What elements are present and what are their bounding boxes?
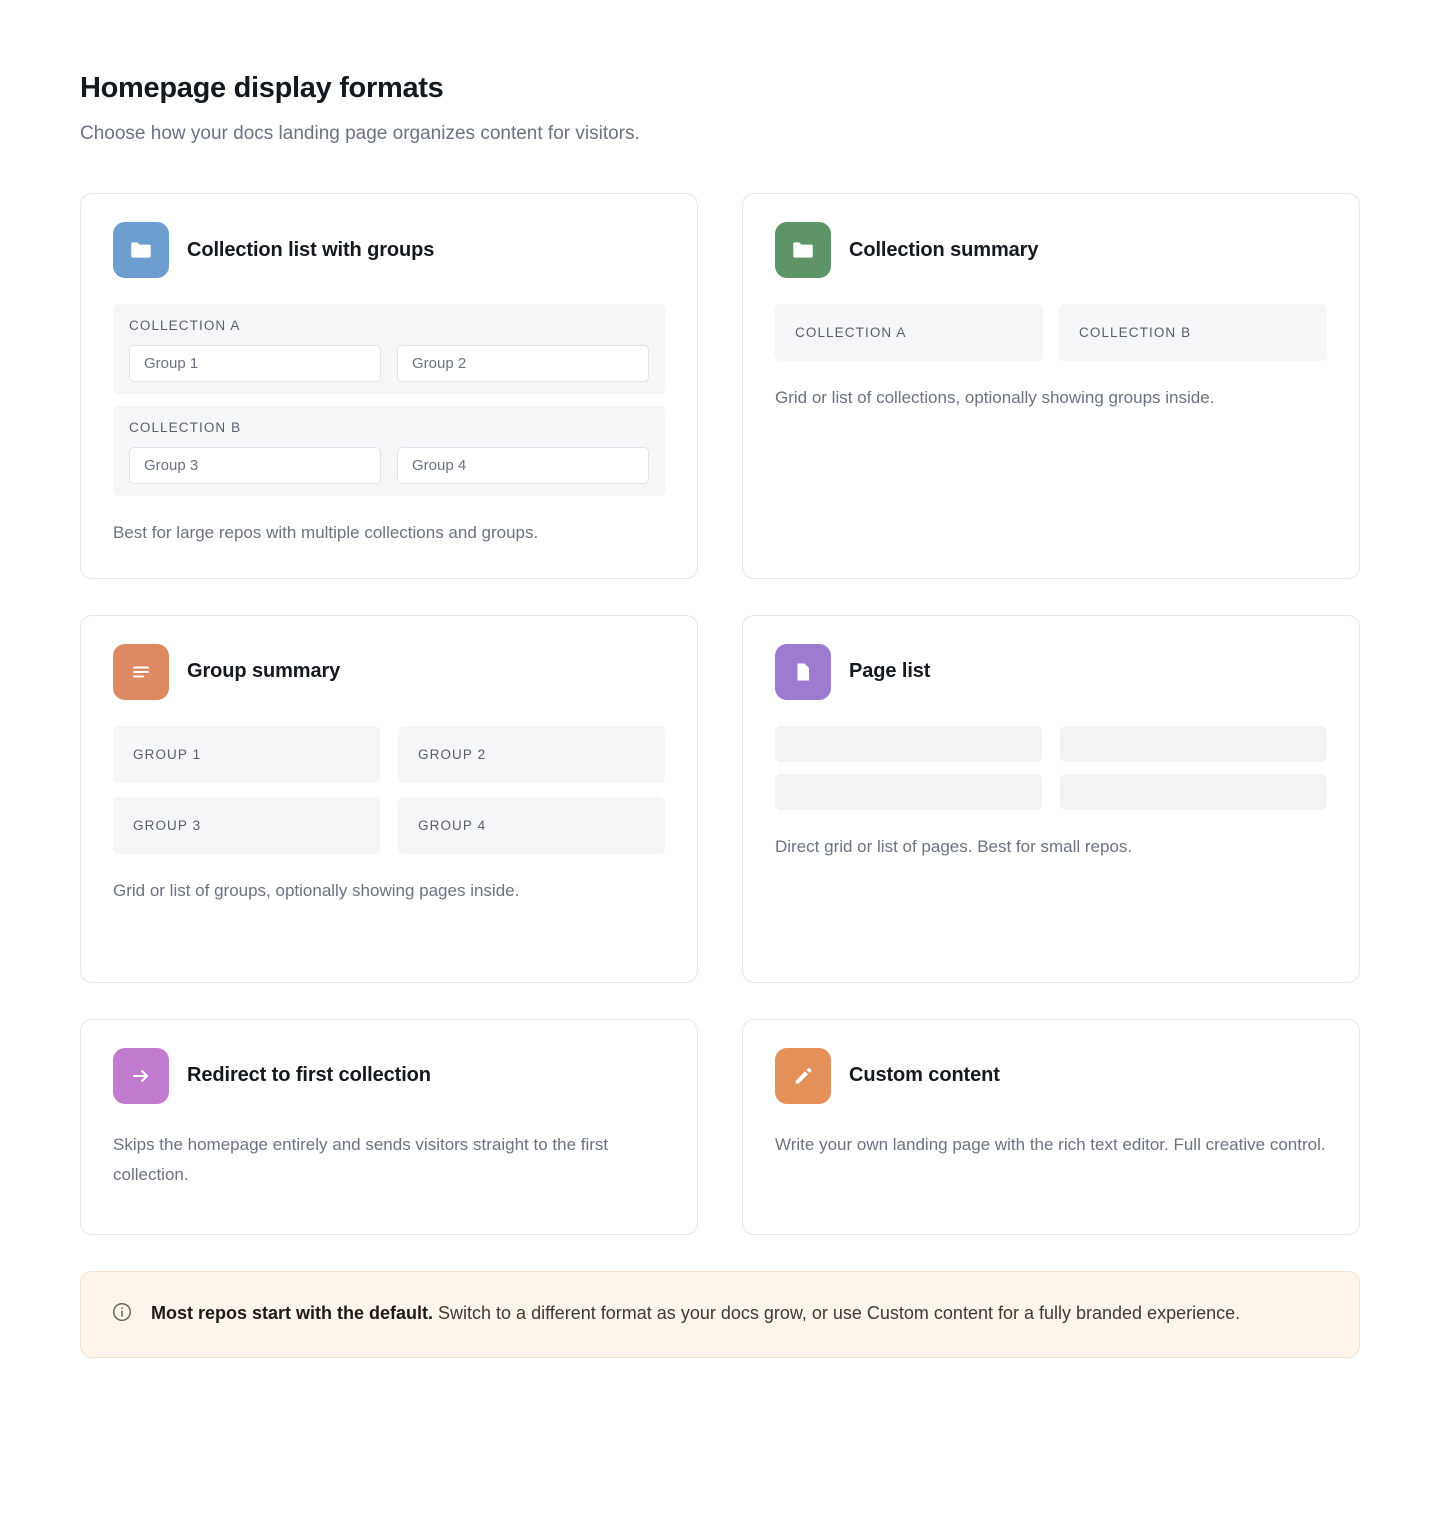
page-bar <box>1060 774 1327 810</box>
group-tile: GROUP 2 <box>398 726 665 783</box>
group-tile: GROUP 3 <box>113 797 380 854</box>
group-chip: Group 3 <box>129 447 381 484</box>
card-title: Collection summary <box>849 238 1039 261</box>
collection-tile: COLLECTION B <box>1059 304 1327 361</box>
folder-icon <box>113 222 169 278</box>
card-redirect-to-first-collection[interactable] <box>80 1019 698 1235</box>
card-description: Direct grid or list of pages. Best for small repos. <box>775 836 1133 856</box>
collection-label: COLLECTION B <box>129 420 242 435</box>
lines-icon <box>113 644 169 700</box>
card-header <box>775 1048 1327 1104</box>
pencil-icon <box>775 1048 831 1104</box>
card-description: Best for large repos with multiple collections and groups. <box>113 523 539 542</box>
page-bar <box>1060 726 1327 762</box>
preview-collection-tiles <box>775 304 1327 361</box>
preview-page-bars <box>775 726 1327 810</box>
card-description: Grid or list of groups, optionally showing pages inside. <box>113 880 520 900</box>
card-title: Page list <box>849 660 931 683</box>
card-title: Custom content <box>849 1064 1000 1087</box>
card-title: Group summary <box>187 660 341 683</box>
format-card-grid <box>80 193 1360 1235</box>
card-title: Collection list with groups <box>187 238 435 261</box>
page-bar <box>775 726 1042 762</box>
preview-group-tiles <box>113 726 665 854</box>
collection-label: COLLECTION A <box>129 318 241 333</box>
group-row <box>129 447 649 484</box>
preview-collection-block <box>113 304 665 394</box>
page-title: Homepage display formats <box>80 72 444 104</box>
info-callout <box>80 1271 1360 1358</box>
card-header <box>775 644 1327 700</box>
group-tile: GROUP 1 <box>113 726 380 783</box>
group-row <box>129 345 649 382</box>
card-group-summary[interactable] <box>80 615 698 983</box>
card-header <box>113 1048 665 1104</box>
info-icon <box>111 1301 133 1328</box>
page-subtitle: Choose how your docs landing page organizes content for visitors. <box>80 123 640 144</box>
preview-collection-block <box>113 406 665 496</box>
card-title: Redirect to first collection <box>187 1064 431 1087</box>
card-header <box>113 644 665 700</box>
card-collection-summary[interactable] <box>742 193 1360 579</box>
group-chip: Group 1 <box>129 345 381 382</box>
group-chip: Group 4 <box>397 447 649 484</box>
card-header <box>775 222 1327 278</box>
group-chip: Group 2 <box>397 345 649 382</box>
preview-collection-list <box>113 304 665 496</box>
callout-strong: Most repos start with the default. <box>151 1302 434 1323</box>
card-page-list[interactable] <box>742 615 1360 983</box>
collection-tile: COLLECTION A <box>775 304 1043 361</box>
card-description: Grid or list of collections, optionally showing groups inside. <box>775 388 1215 407</box>
card-header <box>113 222 665 278</box>
folder-icon <box>775 222 831 278</box>
callout-body: Switch to a different format as your docs grow, or use Custom content for a fully branded experience. <box>433 1302 1241 1323</box>
arrow-right-icon <box>113 1048 169 1104</box>
card-description: Write your own landing page with the rich text editor. Full creative control. <box>775 1134 1326 1154</box>
card-custom-content[interactable] <box>742 1019 1360 1235</box>
card-collection-list-with-groups[interactable] <box>80 193 698 579</box>
card-description: Skips the homepage entirely and sends visitors straight to the first collection. <box>113 1134 609 1184</box>
page-bar <box>775 774 1042 810</box>
group-tile: GROUP 4 <box>398 797 665 854</box>
callout-text <box>151 1298 1240 1329</box>
page-icon <box>775 644 831 700</box>
